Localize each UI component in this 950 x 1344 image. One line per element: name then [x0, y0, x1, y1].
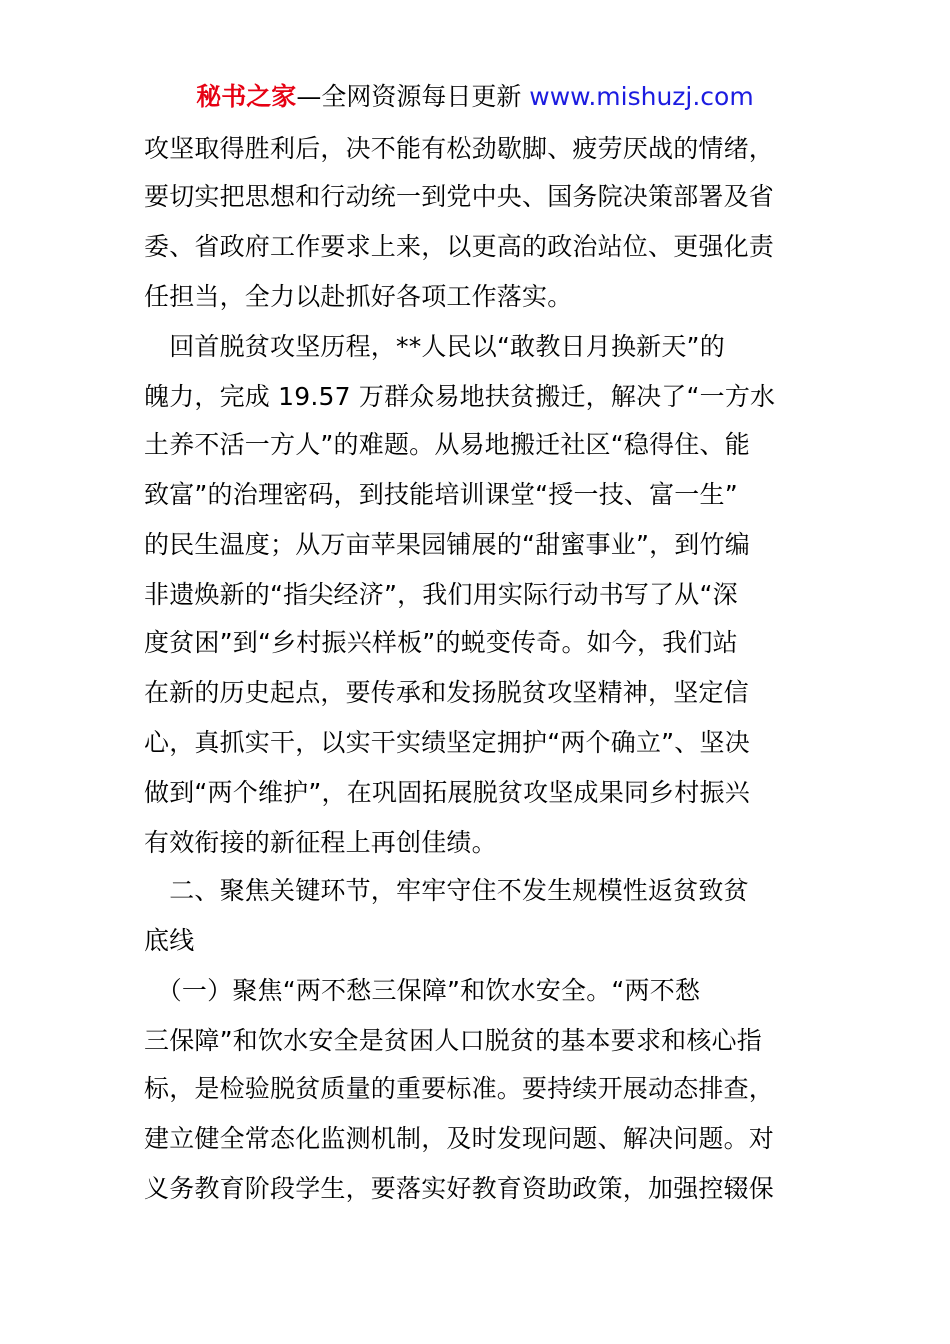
text-line: 要切实把思想和行动统一到党中央、国务院决策部署及省: [144, 182, 775, 211]
text-line: 攻坚取得胜利后，决不能有松劲歇脚、疲劳厌战的情绪，: [144, 134, 775, 163]
text-line: 三保障”和饮水安全是贫困人口脱贫的基本要求和核心指: [144, 1026, 762, 1055]
subsection-heading: （一）聚焦“两不愁三保障”和饮水安全。“两不愁: [144, 976, 701, 1005]
site-url-link[interactable]: www.mishuzj.com: [529, 82, 754, 111]
text-line: 魄力，完成 19.57 万群众易地扶贫搬迁，解决了“一方水: [144, 382, 776, 411]
text-line: 在新的历史起点，要传承和发扬脱贫攻坚精神，坚定信: [144, 678, 749, 707]
section-heading: 底线: [144, 926, 195, 955]
text-line: 任担当，全力以赴抓好各项工作落实。: [144, 282, 573, 311]
site-header: [0, 80, 950, 114]
text-line: 致富”的治理密码，到技能培训课堂“授一技、富一生”: [144, 480, 738, 509]
text-line: 有效衔接的新征程上再创佳绩。: [144, 828, 497, 857]
text-line: 标，是检验脱贫质量的重要标准。要持续开展动态排查，: [144, 1074, 775, 1103]
text-line: 非遗焕新的“指尖经济”，我们用实际行动书写了从“深: [144, 580, 738, 609]
section-heading: 二、聚焦关键环节，牢牢守住不发生规模性返贫致贫: [144, 876, 749, 905]
text-line: 委、省政府工作要求上来，以更高的政治站位、更强化责: [144, 232, 775, 261]
text-line: 的民生温度；从万亩苹果园铺展的“甜蜜事业”，到竹编: [144, 530, 750, 559]
text-line: 建立健全常态化监测机制，及时发现问题、解决问题。对: [144, 1124, 775, 1153]
text-line: 心，真抓实干，以实干实绩坚定拥护“两个确立”、坚决: [144, 728, 750, 757]
text-line: 土养不活一方人”的难题。从易地搬迁社区“稳得住、能: [144, 430, 750, 459]
text-line: 回首脱贫攻坚历程，**人民以“敢教日月换新天”的: [144, 332, 725, 361]
site-tagline: —全网资源每日更新: [296, 82, 522, 111]
text-line: 做到“两个维护”，在巩固拓展脱贫攻坚成果同乡村振兴: [144, 778, 750, 807]
text-line: 义务教育阶段学生，要落实好教育资助政策，加强控辍保: [144, 1174, 775, 1203]
text-line: 度贫困”到“乡村振兴样板”的蜕变传奇。如今，我们站: [144, 628, 738, 657]
site-brand: 秘书之家: [196, 82, 297, 111]
